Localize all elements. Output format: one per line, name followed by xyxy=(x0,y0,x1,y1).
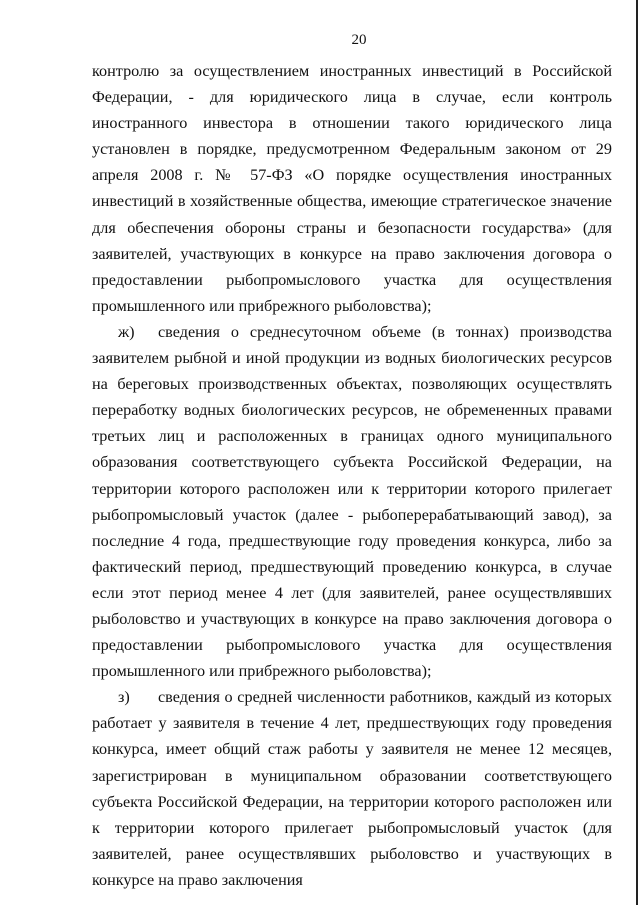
list-item-letter: з) xyxy=(118,688,130,707)
list-item-text: сведения о среднесуточном объеме (в тоннах) производства заявителем рыбной и иной продукции из водных биологических ресурсов на береговых производственных объектах, позволяющих осуществлять переработку водных биологических ресурсов, не обремененных правами третьих лиц и расположенных в границах одного муниципального образования соответствующего субъекта Российской Федерации, на территории которого расположен или к территории которого прилегает рыбопромысловый участок (далее - рыбоперерабатывающий завод), за последние 4 года, предшествующие году проведения конкурса, либо за фактический период, предшествующий проведению конкурса, в случае если этот период менее 4 лет (для заявителей, ранее осуществлявших рыболовство и участвующих в конкурсе на право заключения договора о предоставлении рыбопромыслового участка для осуществления промышленного или прибрежного рыболовства); xyxy=(92,322,612,681)
scan-edge-line xyxy=(636,0,638,905)
list-item-zh xyxy=(92,319,612,684)
list-item-text: сведения о средней численности работников, каждый из которых работает у заявителя в течение 4 лет, предшествующих году проведения конкурса, имеет общий стаж работы у заявителя не менее 12 месяцев, зарегистрирован в муниципальном образовании соответствующего субъекта Российской Федерации, на территории которого расположен или к территории которого прилегает рыбопромысловый участок (для заявителей, ранее осуществлявших рыболовство и участвующих в конкурсе на право заключения xyxy=(92,688,612,889)
list-item-letter: ж) xyxy=(118,322,135,341)
list-item-z xyxy=(92,684,612,893)
paragraph-continuation: контролю за осуществлением иностранных инвестиций в Российской Федерации, - для юридического лица в случае, если контроль иностранного инвестора в отношении такого юридического лица установлен в порядке, предусмотренном Федеральным законом от 29 апреля 2008 г. № 57-ФЗ «О порядке осуществления иностранных инвестиций в хозяйственные общества, имеющие стратегическое значение для обеспечения обороны страны и безопасности государства» (для заявителей, участвующих в конкурсе на право заключения договора о предоставлении рыбопромыслового участка для осуществления промышленного или прибрежного рыболовства); xyxy=(92,62,612,315)
document-body xyxy=(92,58,612,893)
page-number: 20 xyxy=(351,32,367,48)
